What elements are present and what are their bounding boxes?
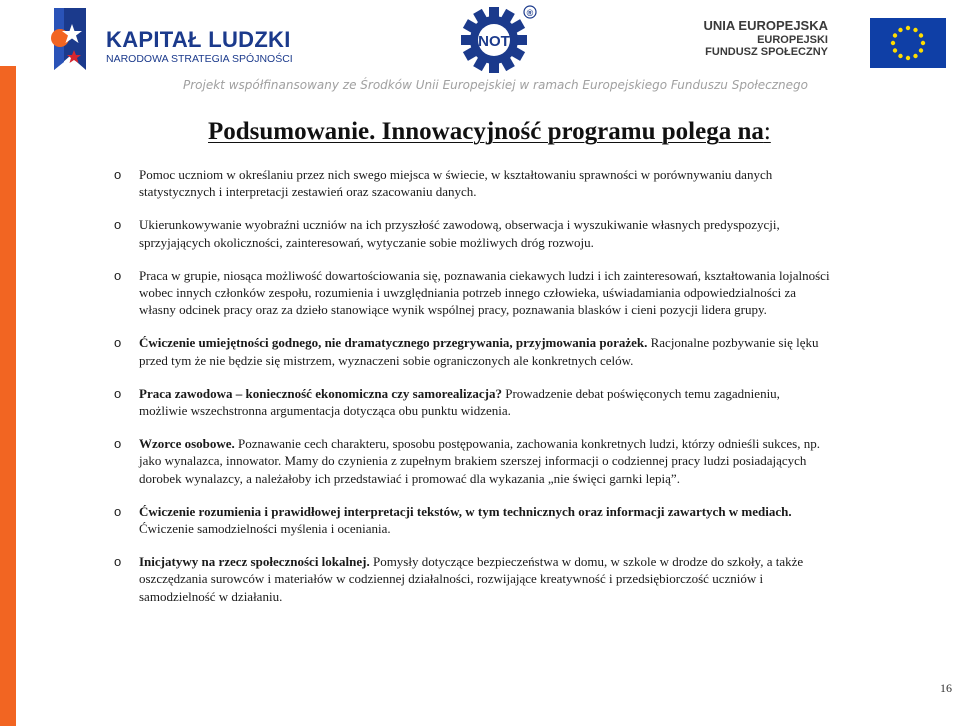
- eu-flag-icon: [870, 18, 946, 68]
- summary-item: [114, 267, 830, 319]
- kapital-ludzki-title: KAPITAŁ LUDZKI: [106, 27, 291, 52]
- cofinancing-note: Projekt współfinansowany ze Środków Unii Europejskiej w ramach Europejskiego Funduszu Społecznego: [183, 78, 808, 92]
- kapital-ludzki-logo: [40, 8, 293, 78]
- not-logo: [460, 4, 540, 76]
- page-number: 16: [940, 681, 952, 695]
- summary-item-heading: Praca zawodowa – konieczność ekonomiczna czy samorealizacja?: [139, 385, 502, 401]
- page-title: [208, 118, 771, 146]
- summary-item: [114, 435, 830, 487]
- summary-item-text: Pomysły dotyczące bezpieczeństwa w domu, w szkole w drodze do szkoły, a także oszczędzania surowców i materiałów w codziennej działalności, rozwijające kreatywność i przedsiębiorczość uczniów i samodzielność w działaniu.: [139, 554, 804, 604]
- orange-side-bar: [0, 66, 16, 726]
- page-title-main: Podsumowanie. Innowacyjność programu polega na: [208, 118, 764, 145]
- summary-item: [114, 553, 830, 605]
- summary-list: [114, 166, 830, 621]
- summary-item-text: Racjonalne pozbywanie się lęku przed tym że nie będzie się mistrzem, wyznaczeni sobie ograniczonych ale konkretnych celów.: [139, 335, 819, 368]
- summary-item: [114, 385, 830, 419]
- page-title-colon: :: [763, 118, 771, 145]
- summary-item-text: Pomoc uczniom w określaniu przez nich swego miejsca w świecie, w kształtowaniu sprawności w porównywaniu danych statystycznych i interpretacji zestawień oraz szacowaniu danych.: [139, 167, 773, 200]
- eu-subtitle-2: FUNDUSZ SPOŁECZNY: [705, 46, 828, 58]
- not-logo-text: NOT: [478, 33, 510, 50]
- summary-item-heading: Wzorce osobowe.: [139, 436, 235, 452]
- eu-title: UNIA EUROPEJSKA: [703, 18, 828, 33]
- summary-item-text: Ukierunkowywanie wyobraźni uczniów na ich przyszłość zawodową, obserwacja i wyszukiwanie własnych predyspozycji, sprzyjających okoliczności, zainteresowań, wytyczanie sobie możliwych dróg rozwoju.: [139, 217, 780, 250]
- summary-item-heading: Inicjatywy na rzecz społeczności lokalnej.: [139, 554, 370, 570]
- summary-item: [114, 503, 830, 537]
- kapital-ludzki-subtitle: NARODOWA STRATEGIA SPÓJNOŚCI: [106, 53, 293, 65]
- eu-logo: [703, 18, 946, 68]
- summary-item: [114, 216, 830, 250]
- summary-item-heading: Ćwiczenie rozumienia i prawidłowej interpretacji tekstów, w tym technicznych oraz informacji zawartych w mediach.: [139, 503, 792, 519]
- registered-mark: ®: [526, 8, 534, 18]
- summary-item: [114, 166, 830, 200]
- summary-item-text: Praca w grupie, niosąca możliwość dowartościowania się, poznawania ciekawych ludzi i ich zainteresowań, kształtowania lojalności wobec innych członków zespołu, rozumienia i uwzględniania potrzeb innego człowieka, uświadamiania odpowiedzialności za własny odcinek pracy oraz za dzieło stanowiące wynik wspólnej pracy, poznawania blasków i cieni pozycji lidera grupy.: [139, 267, 830, 318]
- not-gear-icon: [460, 4, 540, 76]
- summary-item-text: Poznawanie cech charakteru, sposobu postępowania, zachowania konkretnych ludzi, którzy odnieśli sukces, np. jako wynalazca, innowator. Mamy do czynienia z zupełnym brakiem szerszej informacji o codziennej pracy ludzi posiadających dorobek wynalazcy, a należałoby ich przedstawiać i promować dla wykazania „nie święci garnki lepią”.: [139, 436, 820, 486]
- eu-subtitle-1: EUROPEJSKI: [757, 34, 828, 46]
- summary-item-text: Prowadzenie debat poświęconych temu zagadnieniu, możliwie wszechstronna argumentacja dotycząca obu punktu widzenia.: [139, 385, 780, 419]
- summary-item-text: Ćwiczenie samodzielności myślenia i oceniania.: [139, 521, 391, 537]
- summary-item-heading: Ćwiczenie umiejętności godnego, nie dramatycznego przegrywania, przyjmowania porażek.: [139, 335, 648, 351]
- summary-item: [114, 334, 830, 368]
- kapital-ludzki-emblem-icon: [40, 8, 102, 78]
